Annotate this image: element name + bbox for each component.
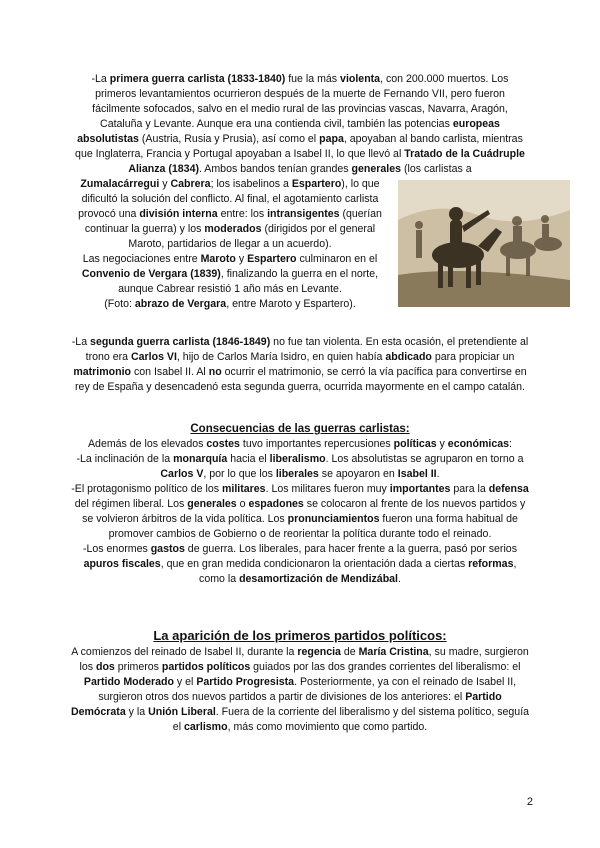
bold-text: políticas bbox=[393, 438, 437, 450]
engraving-battle-scene-image bbox=[398, 180, 570, 307]
bold-text: abrazo de Vergara bbox=[134, 298, 227, 310]
bold-text: apuros fiscales bbox=[83, 558, 161, 570]
bold-text: matrimonio bbox=[73, 366, 131, 378]
bold-text: violenta bbox=[340, 73, 381, 85]
bold-text: moderados bbox=[204, 223, 262, 235]
bold-text: europeas absolutistas bbox=[77, 118, 500, 145]
bold-text: pronunciamientos bbox=[287, 513, 380, 525]
bold-text: Isabel II bbox=[397, 468, 437, 480]
bold-text: Partido Moderado bbox=[83, 676, 174, 688]
bold-text: liberales bbox=[275, 468, 319, 480]
bold-text: Maroto bbox=[200, 253, 236, 265]
bold-text: monarquía bbox=[173, 453, 228, 465]
heading-partidos: La aparición de los primeros partidos políticos: bbox=[153, 628, 447, 643]
bold-text: no bbox=[208, 366, 222, 378]
bold-text: dos bbox=[95, 661, 115, 673]
bold-text: primera guerra carlista (1833-1840) bbox=[109, 73, 286, 85]
heading-consecuencias: Consecuencias de las guerras carlistas: bbox=[190, 423, 410, 435]
bold-text: Carlos V bbox=[160, 468, 204, 480]
bold-text: liberalismo bbox=[269, 453, 326, 465]
bold-text: Espartero bbox=[247, 253, 297, 265]
bold-text: Carlos VI bbox=[130, 351, 177, 363]
bold-text: Espartero bbox=[291, 178, 342, 190]
bold-text: abdicado bbox=[385, 351, 432, 363]
bold-text: Zumalacárregui bbox=[80, 178, 160, 190]
paragraph-partidos: A comienzos del reinado de Isabel II, durante la regencia de María Cristina, su madre, surgieron los dos primeros partidos políticos guiados por las dos grandes corrientes del liberalismo: el Partido Moderado y el Partido Progresista. Posteriormente, ya con el reinado de Isabel II, surgieron otros dos nuevos partidos a partir de divisiones de los anteriores: el Partido Demócrata y la Unión Liberal. Fuera de la corriente del liberalismo y del sistema político, seguía el carlismo, más como movimiento que como partido. bbox=[70, 646, 530, 733]
bold-text: militares bbox=[221, 483, 266, 495]
bold-text: intransigentes bbox=[267, 208, 340, 220]
bold-text: generales bbox=[351, 163, 401, 175]
bold-text: económicas bbox=[447, 438, 510, 450]
bold-text: Cabrera bbox=[170, 178, 211, 190]
paragraph-primera-guerra: -La primera guerra carlista (1833-1840) fue la más violenta, con 200.000 muertos. Los primeros levantamientos ocurrieron después de la muerte de Fernando VII, pero fueron fácilmente sofocados, salvo en el medio rural de las provincias vascas, Navarra, Aragón, Cataluña y Levante. Aunque era una contienda civil, también las potencias europeas absolutistas (Austria, Rusia y Prusia), así como el papa, apoyaban al bando carlista, mientras que Inglaterra, Francia y Portugal apoyaban a Isabel II, lo que llevó al Tratado de la Cuádruple Alianza (1834). Ambos bandos tenían grandes generales (los carlistas a bbox=[75, 73, 525, 175]
bold-text: partidos políticos bbox=[161, 661, 251, 673]
bold-text: costes bbox=[206, 438, 240, 450]
paragraph-segunda-guerra: -La segunda guerra carlista (1846-1849) no fue tan violenta. En esta ocasión, el pretendiente al trono era Carlos VI, hijo de Carlos María Isidro, en quien había abdicado para propiciar un matrimonio con Isabel II. Al no ocurrir el matrimonio, se cerró la vía pacífica para convertirse en rey de España y desencadenó esta segunda guerra, ocurrida mayormente en el campo catalán. bbox=[71, 336, 529, 393]
bold-text: Unión Liberal bbox=[148, 706, 216, 718]
bold-text: María Cristina bbox=[358, 646, 429, 658]
bold-text: Partido Progresista bbox=[196, 676, 295, 688]
paragraph-consecuencias: Además de los elevados costes tuvo importantes repercusiones políticas y económicas: -La inclinación de la monarquía hacia el liberalismo. Los absolutistas se agruparon en torno a Carlos V, por lo que los liberales se apoyaron en Isabel II. -El protagonismo político de los militares. Los militares fueron muy importantes para la defensa del régimen liberal. Los generales o espadones se colocaron al frente de los nuevos partidos y se volvieron árbitros de la vida política. Los pronunciamientos fueron una forma habitual de promover cambios de Gobierno o de reorientar la política durante todo el reinado. -Los enormes gastos de guerra. Los liberales, para hacer frente a la guerra, pasó por serios apuros fiscales, que en gran medida condicionaron la orientación dada a ciertas reformas, como la desamortización de Mendizábal. bbox=[71, 438, 529, 585]
bold-text: carlismo bbox=[184, 721, 228, 733]
bold-text: Partido Demócrata bbox=[70, 691, 502, 718]
bold-text: división interna bbox=[139, 208, 218, 220]
bold-text: Tratado de la Cuádruple Alianza (1834) bbox=[128, 148, 525, 175]
bold-text: papa bbox=[319, 133, 344, 145]
bold-text: defensa bbox=[488, 483, 529, 495]
bold-text: espadones bbox=[248, 498, 304, 510]
page-number: 2 bbox=[526, 796, 533, 808]
paragraph-primera-guerra-cont: Zumalacárregui y Cabrera; los isabelinos a Espartero), lo que dificultó la solución del conflicto. Al final, el agotamiento carlista provocó una división interna entre: los intransigentes (querían continuar la guerra) y los moderados (dirigidos por el general Maroto, partidarios de llegar a un acuerdo). Las negociaciones entre Maroto y Espartero culminaron en el Convenio de Vergara (1839), finalizando la guerra en el norte, aunque Cabrear resistió 1 año más en Levante. (Foto: abrazo de Vergara, entre Maroto y Espartero). bbox=[78, 178, 382, 310]
bold-text: segunda guerra carlista (1846-1849) bbox=[90, 336, 271, 348]
bold-text: regencia bbox=[297, 646, 341, 658]
bold-text: importantes bbox=[389, 483, 451, 495]
bold-text: Convenio de Vergara (1839) bbox=[81, 268, 221, 280]
bold-text: reformas bbox=[468, 558, 514, 570]
bold-text: desamortización de Mendizábal bbox=[239, 573, 399, 585]
bold-text: gastos bbox=[150, 543, 185, 555]
bold-text: generales bbox=[187, 498, 237, 510]
